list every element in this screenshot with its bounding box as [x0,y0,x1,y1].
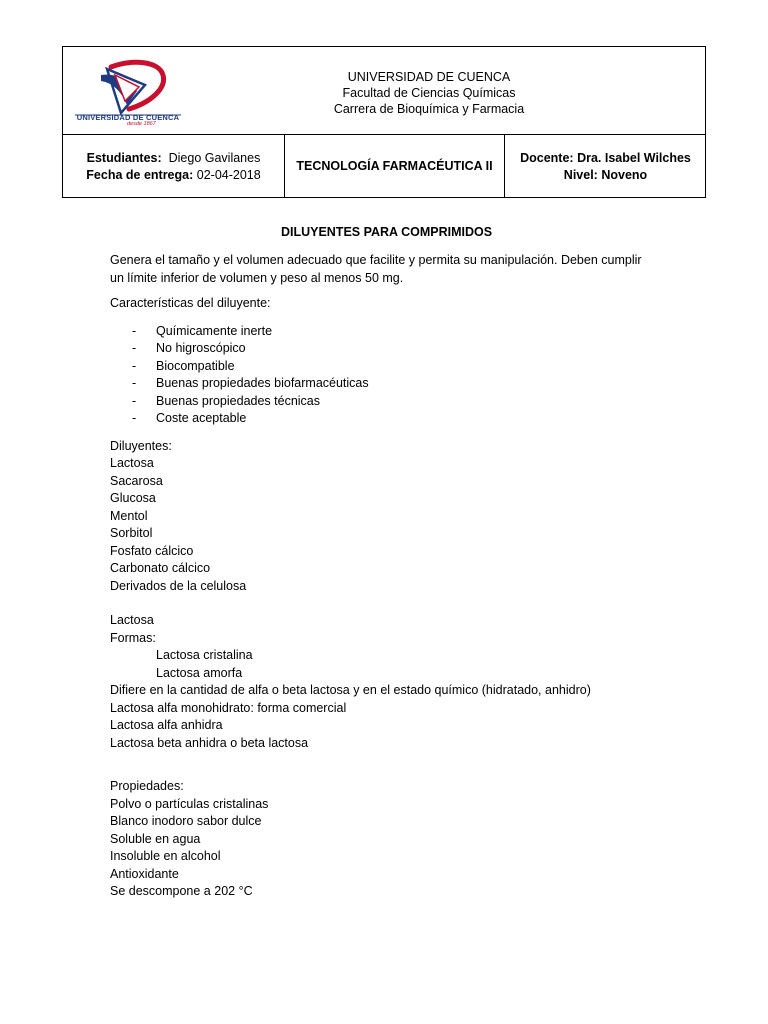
list-item: Lactosa [110,456,154,470]
course-name: TECNOLOGÍA FARMACÉUTICA II [296,159,493,173]
list-item: Insoluble en alcohol [110,849,221,863]
list-item: - Coste aceptable [132,411,247,425]
list-item: - Biocompatible [132,358,235,373]
properties-heading: Propiedades: [110,779,184,793]
list-item: Derivados de la celulosa [110,578,247,593]
university-logo [71,55,185,127]
teacher-label: Docente: [520,150,574,165]
intro-line-2: un límite inferior de volumen y peso al menos 50 mg. [110,270,404,285]
list-item: - Químicamente inerte [132,323,273,338]
header-info-row [63,135,705,198]
document-header [62,46,706,198]
list-item: Carbonato cálcico [110,561,211,575]
document-title: DILUYENTES PARA COMPRIMIDOS [280,225,493,239]
date-label: Fecha de entrega: [86,167,194,182]
list-item: Lactosa amorfa [156,665,243,680]
level-value: Noveno [601,167,648,182]
level-label: Nivel: [563,167,598,182]
students-cell [63,135,285,198]
intro-line-1: Genera el tamaño y el volumen adecuado que facilite y permita su manipulación. Deben cumplir [110,253,642,267]
characteristics-list [110,323,690,428]
header-top-row [63,47,705,135]
date-value: 02-04-2018 [196,167,261,182]
faculty-name: Facultad de Ciencias Químicas [342,86,516,100]
lactose-heading: Lactosa [110,613,154,627]
logo-subtext: desde 1867 [127,121,156,127]
institution-block [193,69,665,117]
list-item: Antioxidante [110,866,179,881]
list-item: Polvo o partículas cristalinas [110,796,269,811]
career-name: Carrera de Bioquímica y Farmacia [333,102,525,116]
teacher-value: Dra. Isabel Wilches [577,150,691,165]
list-item: - Buenas propiedades técnicas [132,393,321,408]
list-item: Lactosa cristalina [156,648,253,662]
teacher-cell [505,135,706,198]
list-item: Lactosa alfa anhidra [110,718,223,732]
list-item: Blanco inodoro sabor dulce [110,814,262,828]
logo-text: UNIVERSIDAD DE CUENCA [76,113,180,122]
students-value: Diego Gavilanes [168,150,261,165]
list-item: Lactosa beta anhidra o beta lactosa [110,735,309,750]
characteristics-heading: Características del diluyente: [110,296,271,310]
list-item: Sacarosa [110,473,163,488]
diluents-section [110,438,690,596]
list-item: Lactosa alfa monohidrato: forma comercial [110,700,347,715]
list-item: Soluble en agua [110,831,201,846]
list-item: Fosfato cálcico [110,543,194,558]
document-body [110,224,690,901]
course-cell [285,135,505,198]
diluents-heading: Diluyentes: [110,438,172,453]
students-label: Estudiantes: [86,150,162,165]
list-item: Se descompone a 202 °C [110,884,253,898]
forms-heading: Formas: [110,630,156,645]
list-item: Mentol [110,508,148,523]
list-item: Glucosa [110,491,156,505]
university-name: UNIVERSIDAD DE CUENCA [347,70,511,84]
list-item: Sorbitol [110,526,153,540]
list-item: - Buenas propiedades biofarmacéuticas [132,376,369,390]
properties-section [110,778,690,901]
lactose-section [110,612,690,752]
list-item: - No higroscópico [132,341,246,355]
list-item: Difiere en la cantidad de alfa o beta lactosa y en el estado químico (hidratado, anhidro) [110,683,591,697]
